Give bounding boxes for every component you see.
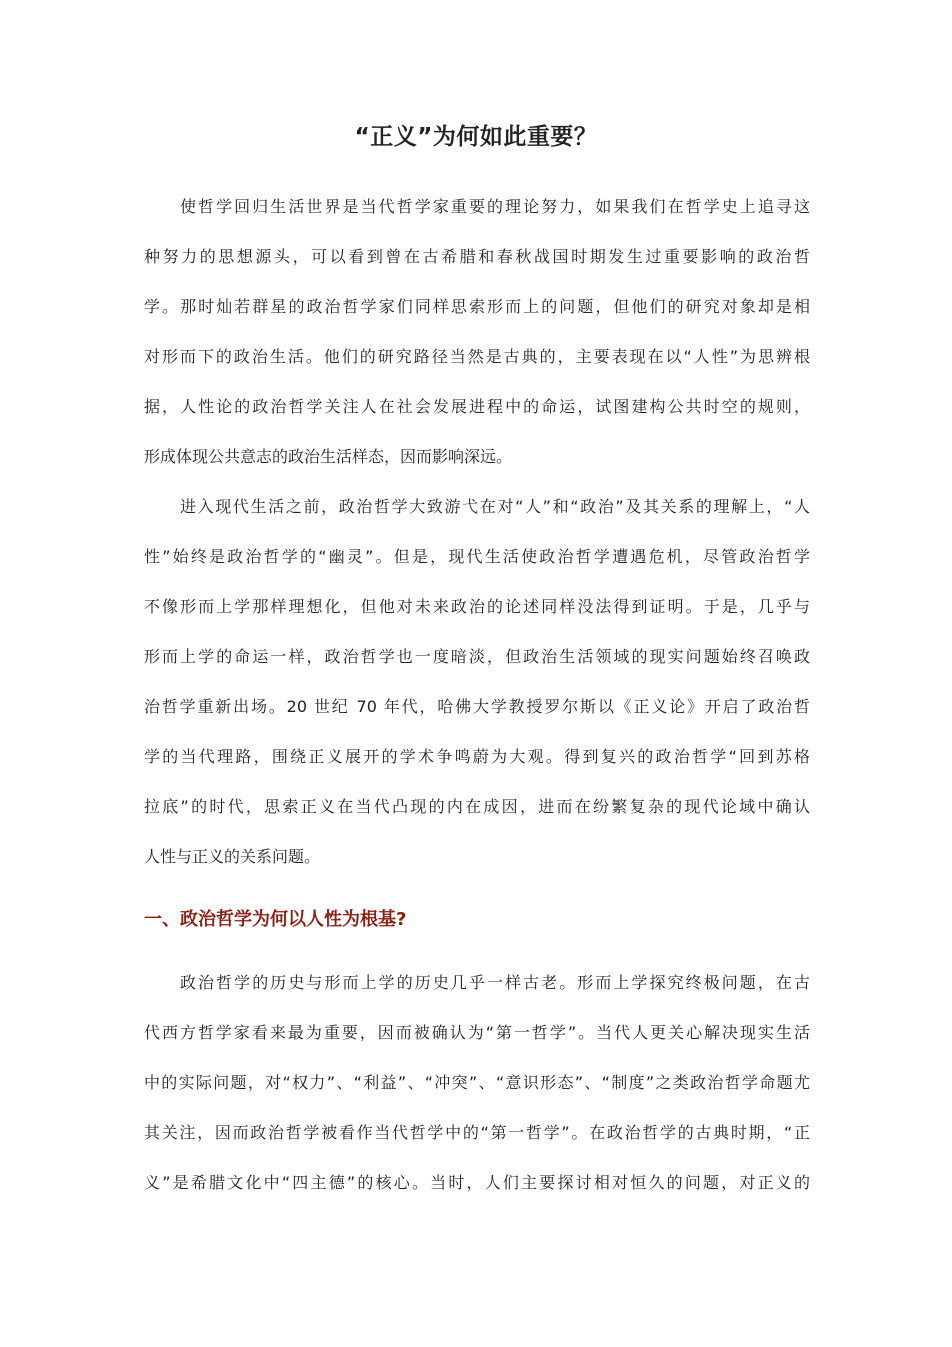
- text-line: 中的实际问题，对“权力”、“利益”、“冲突”、“意识形态”、“制度”之类政治哲学命题尤: [144, 1073, 810, 1092]
- text-line: 形而上学的命运一样，政治哲学也一度暗淡，但政治生活领域的现实问题始终召唤政: [144, 647, 810, 666]
- text-line: 种努力的思想源头，可以看到曾在古希腊和春秋战国时期发生过重要影响的政治哲: [144, 247, 810, 266]
- text-line: 治哲学重新出场。20 世纪 70 年代，哈佛大学教授罗尔斯以《正义论》开启了政治哲: [144, 697, 810, 716]
- text-line: 学。那时灿若群星的政治哲学家们同样思索形而上的问题，但他们的研究对象却是相: [144, 297, 810, 316]
- text-line: 形成体现公共意志的政治生活样态，因而影响深远。: [144, 447, 513, 466]
- article-body: [144, 182, 810, 1208]
- paragraph-section-1: [144, 958, 810, 1208]
- text-line: 进入现代生活之前，政治哲学大致游弋在对“人”和“政治”及其关系的理解上，“人: [180, 497, 810, 516]
- paragraph-intro-1: [144, 182, 810, 482]
- text-line: 性”始终是政治哲学的“幽灵”。但是，现代生活使政治哲学遭遇危机，尽管政治哲学: [144, 547, 810, 566]
- text-line: 不像形而上学那样理想化，但他对未来政治的论述同样没法得到证明。于是，几乎与: [144, 597, 810, 616]
- text-line: 对形而下的政治生活。他们的研究路径当然是古典的，主要表现在以“人性”为思辨根: [144, 347, 810, 366]
- text-line: 其关注，因而政治哲学被看作当代哲学中的“第一哲学”。在政治哲学的古典时期，“正: [144, 1123, 810, 1142]
- section-heading-1: 一、政治哲学为何以人性为根基?: [144, 909, 407, 930]
- text-line: 政治哲学的历史与形而上学的历史几乎一样古老。形而上学探究终极问题，在古: [180, 973, 810, 992]
- text-line: 学的当代理路，围绕正义展开的学术争鸣蔚为大观。得到复兴的政治哲学“回到苏格: [144, 747, 810, 766]
- text-line: 拉底”的时代，思索正义在当代凸现的内在成因，进而在纷繁复杂的现代论域中确认: [144, 797, 810, 816]
- text-line: 人性与正义的关系问题。: [144, 847, 321, 866]
- page-title: “正义”为何如此重要？: [354, 124, 598, 150]
- text-line: 代西方哲学家看来最为重要，因而被确认为“第一哲学”。当代人更关心解决现实生活: [144, 1023, 810, 1042]
- text-line: 义”是希腊文化中“四主德”的核心。当时，人们主要探讨相对恒久的问题，对正义的: [144, 1173, 810, 1192]
- text-line: 据，人性论的政治哲学关注人在社会发展进程中的命运，试图建构公共时空的规则，: [144, 397, 810, 416]
- text-line: 使哲学回归生活世界是当代哲学家重要的理论努力，如果我们在哲学史上追寻这: [180, 197, 810, 216]
- paragraph-intro-2: [144, 482, 810, 882]
